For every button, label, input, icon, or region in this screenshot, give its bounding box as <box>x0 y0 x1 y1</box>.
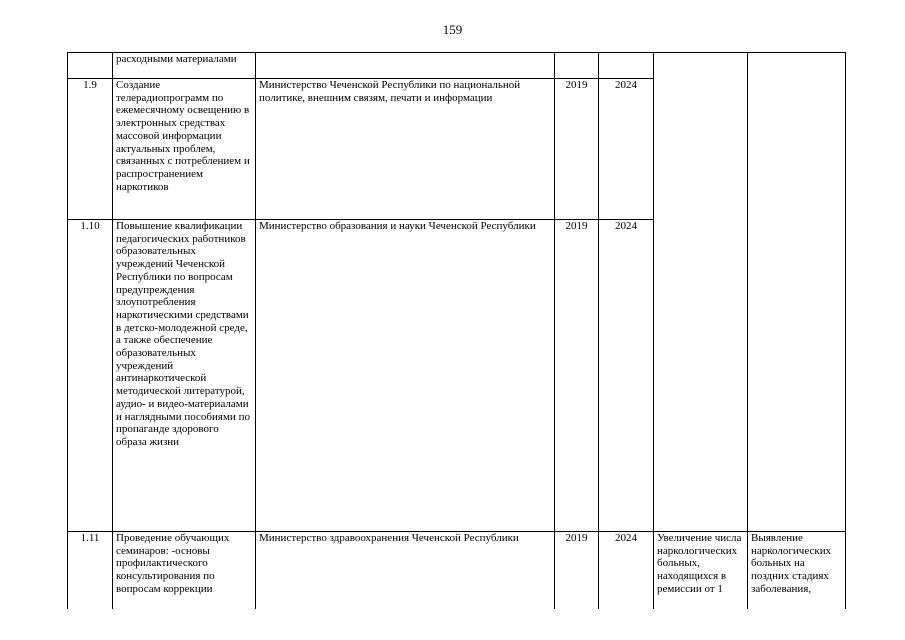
row-number: 1.10 <box>68 220 113 532</box>
executor-cell: Министерство здравоохранения Чеченской Республики <box>256 532 555 622</box>
activities-table <box>67 52 846 622</box>
activity-cell: расходными материалами <box>113 53 256 79</box>
end-year-cell: 2024 <box>599 532 654 622</box>
activity-cell: Проведение обучающих семинаров: -основы профилактического консультирования по вопросам коррекции <box>113 532 256 622</box>
end-year-cell <box>599 53 654 79</box>
row-number: 1.11 <box>68 532 113 622</box>
row-number <box>68 53 113 79</box>
table-row <box>68 53 846 79</box>
activity-cell: Создание телерадиопрограмм по ежемесячному освещению в электронных средствах массовой информации актуальных проблем, связанных с потреблением и распространением наркотиков <box>113 79 256 220</box>
executor-cell <box>256 53 555 79</box>
end-year-cell: 2024 <box>599 220 654 532</box>
executor-cell: Министерство Чеченской Республики по национальной политике, внешним связям, печати и информации <box>256 79 555 220</box>
result-cell: Выявление наркологических больных на поздних стадиях заболевания, <box>748 532 846 622</box>
start-year-cell <box>555 53 599 79</box>
indicator-cell: Увеличение числа наркологических больных, находящихся в ремиссии от 1 <box>654 532 748 622</box>
end-year-cell: 2024 <box>599 79 654 220</box>
page-bottom-cutoff <box>0 609 905 640</box>
result-cell <box>748 53 846 532</box>
indicator-cell <box>654 53 748 532</box>
start-year-cell: 2019 <box>555 532 599 622</box>
start-year-cell: 2019 <box>555 79 599 220</box>
start-year-cell: 2019 <box>555 220 599 532</box>
table-row <box>68 532 846 622</box>
executor-cell: Министерство образования и науки Чеченской Республики <box>256 220 555 532</box>
activity-cell: Повышение квалификации педагогических работников образовательных учреждений Чеченской Республики по вопросам предупреждения злоупотребления наркотическими средствами в детско-молодежной среде, а также обеспечение образовательных учреждений антинаркотической методической литературой, аудио- и видео-материалами и наглядными пособиями по пропаганде здорового образа жизни <box>113 220 256 532</box>
page-number: 159 <box>442 22 463 37</box>
row-number: 1.9 <box>68 79 113 220</box>
